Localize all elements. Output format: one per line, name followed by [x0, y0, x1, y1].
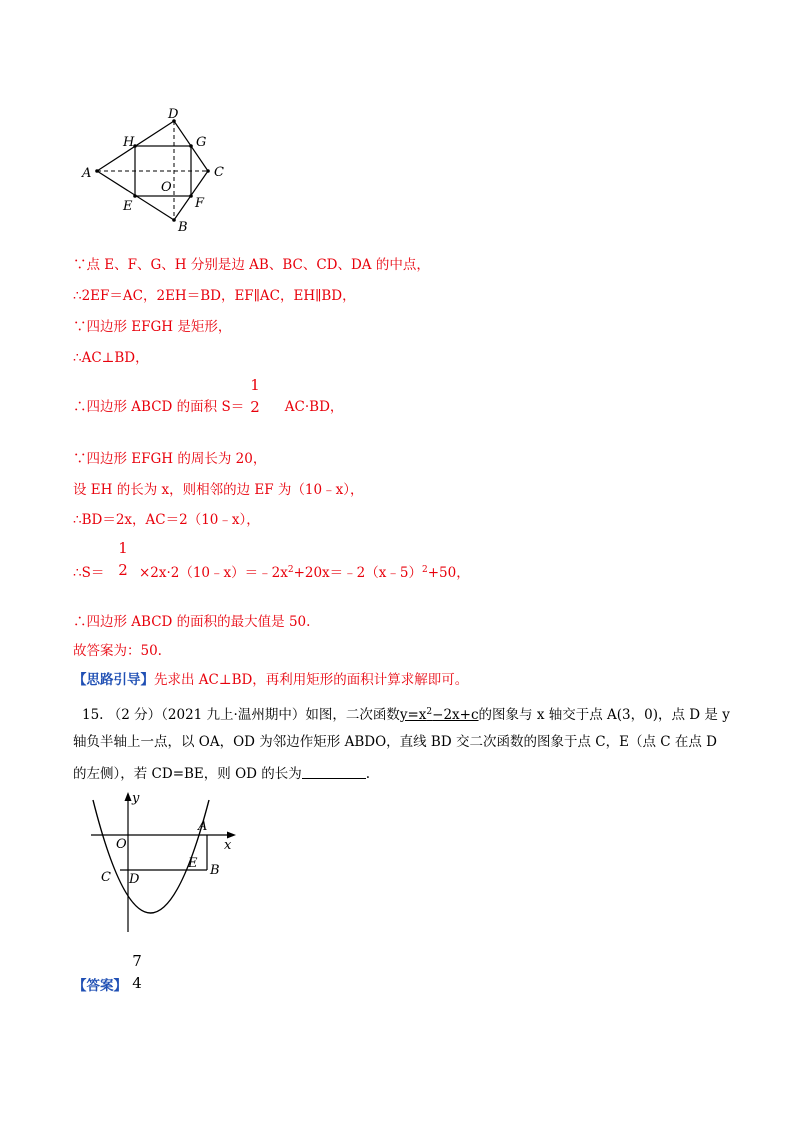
- label-O: O: [161, 180, 172, 195]
- label-D: D: [168, 107, 179, 122]
- question-meta: （2 分）（2021 九上·温州期中）如图，二次函数: [107, 707, 400, 723]
- label-G: G: [196, 135, 207, 150]
- answer-numerator: 7: [132, 952, 142, 970]
- fraction-denominator: 2: [250, 398, 260, 416]
- s-expression-sup-1: 2: [287, 565, 294, 575]
- fraction-numerator: 1: [250, 376, 260, 394]
- solution-line-10: ∴四边形 ABCD 的面积的最大值是 50.: [73, 614, 311, 630]
- label-C: C: [214, 165, 224, 180]
- s-expression-part-a: ×2x·2（10﹣x）＝﹣2x: [138, 565, 288, 581]
- fraction-one-half-1: [245, 377, 265, 416]
- solution-line-4: ∴AC⊥BD，: [73, 350, 149, 366]
- area-formula-prefix: ∴四边形 ABCD 的面积 S＝: [73, 399, 245, 415]
- solution-line-11: 故答案为：50.: [73, 643, 162, 659]
- solution-line-5: [73, 398, 343, 416]
- question-15-line-3: [73, 765, 370, 783]
- function-a: y=x: [399, 707, 427, 723]
- hint-text: 先求出 AC⊥BD，再利用矩形的面积计算求解即可。: [154, 672, 469, 688]
- fraction-numerator: 1: [118, 539, 128, 557]
- label-E: E: [188, 856, 198, 871]
- hint-tag: 【思路引导】: [73, 672, 154, 688]
- answer-fraction: [128, 953, 146, 992]
- label-O: O: [116, 837, 127, 852]
- question-number: 15.: [82, 707, 104, 723]
- label-B: B: [178, 220, 188, 235]
- hint-line: [73, 671, 468, 689]
- answer-line: [73, 977, 127, 995]
- question-line-3-end: .: [365, 766, 371, 782]
- question-15-line-1: [82, 703, 730, 724]
- question-15-line-2: 轴负半轴上一点，以 OA，OD 为邻边作矩形 ABDO，直线 BD 交二次函数的图象于点 C，E（点 C 在点 D: [73, 734, 717, 750]
- quadrilateral-figure: [75, 100, 235, 235]
- function-sup: 2: [426, 707, 433, 717]
- question-rest-1: 的图象与 x 轴交于点 A(3，0)，点 D 是 y: [478, 707, 730, 723]
- solution-line-6: ∵四边形 EFGH 的周长为 20，: [73, 451, 267, 467]
- solution-line-1: ∵点 E、F、G、H 分别是边 AB、BC、CD、DA 的中点，: [73, 257, 430, 273]
- parabola-figure: [85, 790, 250, 935]
- label-A: A: [82, 166, 92, 181]
- s-expression-prefix: ∴S＝: [73, 565, 105, 581]
- label-C: C: [101, 870, 111, 885]
- solution-line-2: ∴2EF＝AC，2EH＝BD，EF∥AC，EH∥BD，: [73, 288, 356, 304]
- fraction-denominator: 2: [118, 561, 128, 579]
- s-expression-sup-2: 2: [421, 565, 428, 575]
- solution-line-8: ∴BD＝2x，AC＝2（10﹣x），: [73, 512, 260, 528]
- label-F: F: [195, 196, 205, 211]
- label-B: B: [210, 863, 220, 878]
- label-E: E: [123, 199, 133, 214]
- s-expression-part-c: +50，: [427, 565, 470, 581]
- function-b: −2x+c: [432, 707, 479, 723]
- answer-blank: [302, 766, 366, 779]
- label-A: A: [198, 819, 208, 834]
- answer-tag: 【答案】: [73, 978, 127, 994]
- question-line-3-text: 的左侧），若 CD=BE，则 OD 的长为: [73, 766, 302, 782]
- area-formula-suffix: AC·BD，: [284, 399, 344, 415]
- label-H: H: [123, 135, 135, 150]
- s-expression-part-b: +20x＝﹣2（x﹣5）: [293, 565, 422, 581]
- solution-line-3: ∵四边形 EFGH 是矩形，: [73, 319, 232, 335]
- label-x: x: [224, 838, 232, 853]
- fraction-one-half-2: [113, 540, 133, 579]
- answer-denominator: 4: [132, 974, 142, 992]
- label-D: D: [129, 872, 140, 887]
- solution-line-7: 设 EH 的长为 x，则相邻的边 EF 为（10﹣x），: [73, 482, 364, 498]
- label-y: y: [132, 791, 140, 806]
